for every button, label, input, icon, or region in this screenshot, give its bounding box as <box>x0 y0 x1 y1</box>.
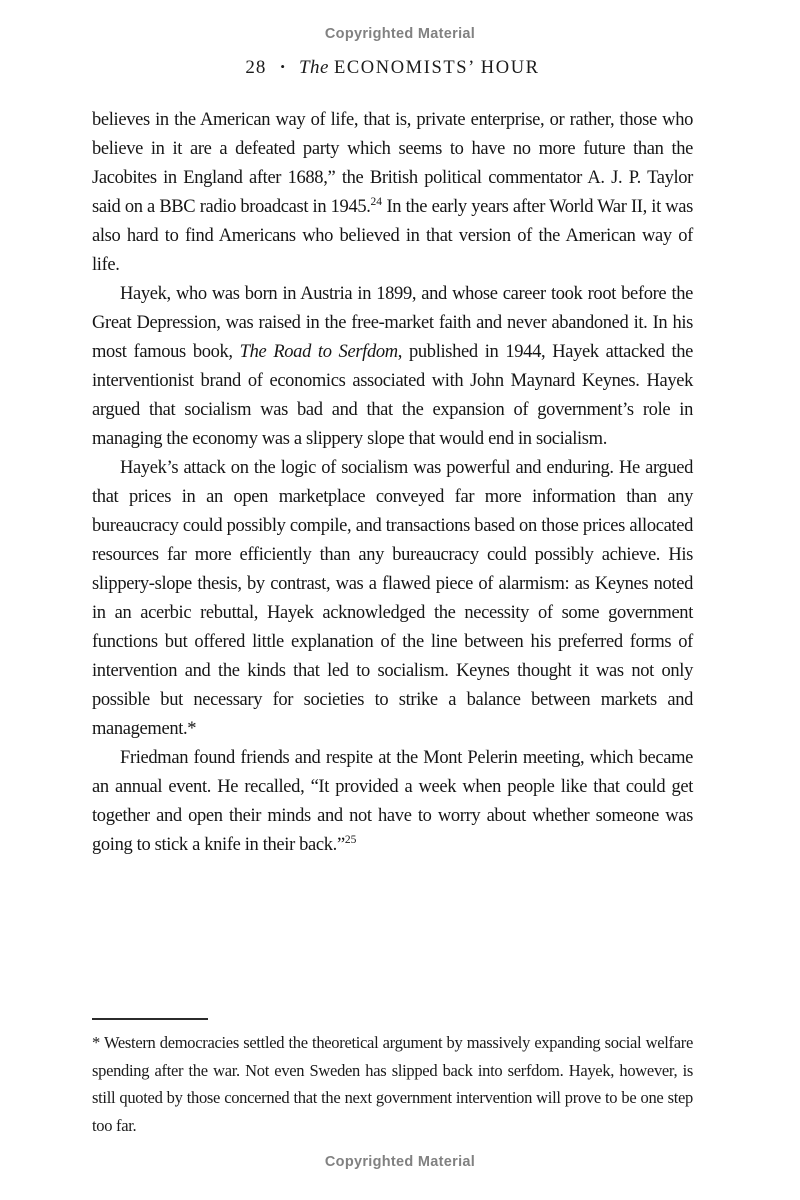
footnote-text <box>92 1029 693 1139</box>
text-segment: believes in the American way of life, that is, private enterprise, or rather, those who believe in it are a defeated party which seems to have no more future than the Jacobites in England after 1688,” the British political commentator A. J. P. Taylor said on a BBC radio broadcast in 1945. <box>92 110 693 217</box>
text-segment: Hayek’s attack on the logic of socialism was powerful and enduring. He argued that prices in an open marketplace conveyed far more information than any bureaucracy could possibly compile, and transactions based on those prices allocated resources far more efficiently than any bureaucracy could possibly achieve. His slippery-slope thesis, by contrast, was a flawed piece of alarmism: as Keynes noted in an acerbic rebuttal, Hayek acknowledged the necessity of some government functions but offered little explanation of the line between his preferred forms of intervention and the kinds that led to socialism. Keynes thought it was not only possible but necessary for societies to strike a balance between markets and management.* <box>92 458 693 739</box>
text-segment: * Western democracies settled the theoretical argument by massively expanding social welfare spending after the war. Not even Sweden has slipped back into serfdom. Hayek, however, is still quoted by those concerned that the next government intervention will prove to be one step too far. <box>92 1033 693 1135</box>
footnote-separator-rule <box>92 1018 208 1020</box>
book-title-caps: ECONOMISTS’ HOUR <box>333 58 540 78</box>
italicized-title: The Road to Serfdom <box>239 342 398 362</box>
copyright-notice-bottom: Copyrighted Material <box>324 1154 476 1170</box>
text-segment: In the early years after World War II, it was also hard to find Americans who believed in that version of the American way of life. <box>92 197 694 275</box>
text-segment: Hayek, who was born in Austria in 1899, and whose career took root before the Great Depression, was raised in the free-market faith and never abandoned it. In his most famous book, <box>92 284 693 362</box>
footnote-reference-superscript: 24 <box>370 196 383 208</box>
paragraph <box>92 454 693 744</box>
paragraph <box>92 106 693 280</box>
paragraph <box>92 280 693 454</box>
text-segment: Friedman found friends and respite at the Mont Pelerin meeting, which became an annual event. He recalled, “It provided a week when people like that could get together and open their minds and not have to worry about whether someone was going to stick a knife in their back.” <box>92 748 693 855</box>
copyright-notice-top: Copyrighted Material <box>324 26 476 42</box>
bullet-separator-icon: • <box>280 59 285 74</box>
page-number: 28 <box>245 57 267 78</box>
book-title-lead: The <box>298 57 329 78</box>
footnote <box>92 1018 693 1139</box>
body-text <box>92 106 693 860</box>
footnote-reference-superscript: 25 <box>344 834 357 846</box>
text-segment: , published in 1944, Hayek attacked the interventionist brand of economics associated with John Maynard Keynes. Hayek argued that socialism was bad and that the expansion of government’s role in managing the economy was a slippery slope that would end in socialism. <box>92 342 694 449</box>
paragraph <box>92 744 693 860</box>
running-head <box>92 57 693 79</box>
